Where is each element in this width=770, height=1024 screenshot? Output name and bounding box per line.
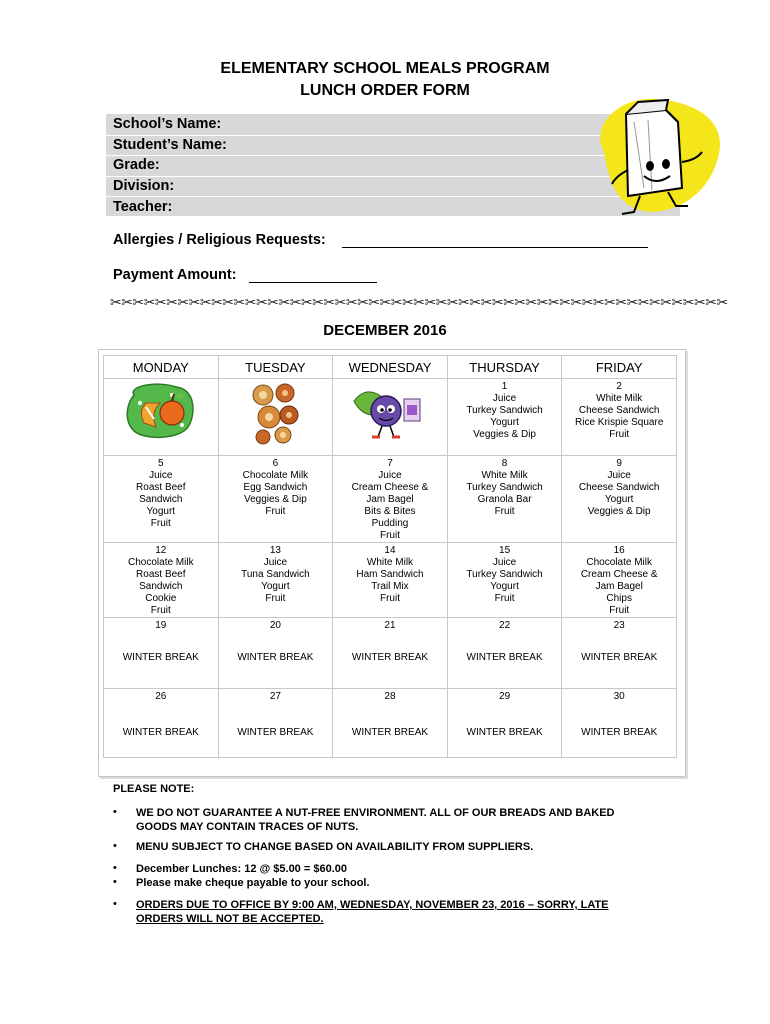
allergies-input-line[interactable] xyxy=(342,247,648,248)
calendar-cell-thursday-1 xyxy=(447,379,562,456)
menu-item: Ham Sandwich xyxy=(356,569,424,580)
calendar-cell xyxy=(562,618,677,689)
notes-heading: PLEASE NOTE: xyxy=(113,783,195,795)
day-number: 5 xyxy=(158,458,164,469)
bullet: • xyxy=(113,876,117,888)
calendar-cell xyxy=(447,689,562,758)
menu-item: Fruit xyxy=(494,593,515,604)
menu-item: White Milk xyxy=(596,393,643,404)
payment-input-line[interactable] xyxy=(249,282,377,283)
menu-item: Fruit xyxy=(494,506,515,517)
menu-item: Cream Cheese & xyxy=(580,569,658,580)
deadline-note xyxy=(136,898,656,926)
deadline-line2: ORDERS WILL NOT BE ACCEPTED. xyxy=(136,913,324,925)
calendar-cell xyxy=(333,689,448,758)
menu-item: Yogurt xyxy=(490,417,519,428)
menu-item: Cheese Sandwich xyxy=(578,482,660,493)
apple-icon xyxy=(124,381,198,441)
menu-item: Veggies & Dip xyxy=(473,429,536,440)
day-number: 2 xyxy=(616,381,622,392)
form-subtitle: LUNCH ORDER FORM xyxy=(300,82,470,99)
calendar-cell-friday-2 xyxy=(562,379,677,456)
menu-item: Sandwich xyxy=(139,494,183,505)
scissors-cut-line: ✂✂✂✂✂✂✂✂✂✂✂✂✂✂✂✂✂✂✂✂✂✂✂✂✂✂✂✂✂✂✂✂✂✂✂✂✂✂✂✂✂✂✂✂✂✂✂✂✂✂✂✂✂✂✂ xyxy=(110,294,728,310)
winter-break-label: WINTER BREAK xyxy=(466,727,543,738)
menu-item: Chocolate Milk xyxy=(128,557,194,568)
menu-item: Jam Bagel xyxy=(595,581,643,592)
menu-item: Sandwich xyxy=(139,581,183,592)
menu-item: Chocolate Milk xyxy=(242,470,309,481)
menu-item: Yogurt xyxy=(146,506,176,517)
menu-item: Tuna Sandwich xyxy=(241,569,310,580)
calendar-cell xyxy=(218,379,333,456)
menu-item: Turkey Sandwich xyxy=(466,482,543,493)
calendar-cell xyxy=(218,543,333,618)
calendar-cell xyxy=(104,456,219,543)
menu-item: Cheese Sandwich xyxy=(578,405,660,416)
day-number: 9 xyxy=(616,458,622,469)
menu-item: Juice xyxy=(492,557,517,568)
menu-item: Juice xyxy=(492,393,517,404)
menu-item: Roast Beef xyxy=(136,482,186,493)
day-number: 23 xyxy=(613,620,625,631)
teacher-field[interactable]: Teacher: xyxy=(113,199,173,215)
menu-item: Yogurt xyxy=(490,581,519,592)
menu-change-note: MENU SUBJECT TO CHANGE BASED ON AVAILABILITY FROM SUPPLIERS. xyxy=(136,841,534,853)
division-field[interactable]: Division: xyxy=(113,178,175,194)
menu-item: Fruit xyxy=(609,429,630,440)
calendar-cell xyxy=(218,618,333,689)
menu-item: Fruit xyxy=(379,593,400,604)
winter-break-label: WINTER BREAK xyxy=(581,727,658,738)
day-header-friday: FRIDAY xyxy=(562,356,677,379)
menu-item: Rice Krispie Square xyxy=(575,417,664,428)
day-number: 22 xyxy=(499,620,511,631)
day-number: 8 xyxy=(501,458,508,469)
allergies-label: Allergies / Religious Requests: xyxy=(113,232,326,248)
menu-item: Pudding xyxy=(371,518,409,529)
bullet: • xyxy=(113,862,117,874)
deadline-line1: ORDERS DUE TO OFFICE BY 9:00 AM, WEDNESDAY, NOVEMBER 23, 2016 – SORRY, LATE xyxy=(136,899,609,911)
winter-break-label: WINTER BREAK xyxy=(237,652,314,663)
menu-item: Chips xyxy=(606,593,632,604)
menu-item: Yogurt xyxy=(604,494,634,505)
day-number: 28 xyxy=(384,691,396,702)
menu-item: White Milk xyxy=(481,470,528,481)
calendar-cell xyxy=(333,379,448,456)
day-number: 16 xyxy=(613,545,625,556)
menu-item: Bits & Bites xyxy=(364,506,416,517)
calendar-cell xyxy=(104,543,219,618)
nut-warning-line1: WE DO NOT GUARANTEE A NUT-FREE ENVIRONMENT. ALL OF OUR BREADS AND BAKED xyxy=(136,807,615,819)
calendar-cell xyxy=(104,618,219,689)
day-number: 19 xyxy=(155,620,167,631)
calendar-cell xyxy=(218,456,333,543)
winter-break-label: WINTER BREAK xyxy=(466,652,543,663)
day-number: 7 xyxy=(387,458,393,469)
calendar-cell xyxy=(447,618,562,689)
payment-label: Payment Amount: xyxy=(113,267,237,283)
menu-item: Fruit xyxy=(150,605,171,616)
menu-item: Juice xyxy=(263,557,288,568)
student-name-field[interactable]: Student’s Name: xyxy=(113,137,227,153)
cheque-note: Please make cheque payable to your school. xyxy=(136,877,370,889)
menu-item: Fruit xyxy=(265,506,286,517)
calendar-cell xyxy=(104,379,219,456)
day-number: 26 xyxy=(155,691,167,702)
menu-item: Granola Bar xyxy=(477,494,532,505)
school-name-field[interactable]: School’s Name: xyxy=(113,116,222,132)
pasta-icon xyxy=(249,381,301,445)
winter-break-label: WINTER BREAK xyxy=(122,727,199,738)
lunch-bag-mascot-icon xyxy=(586,92,736,224)
bullet: • xyxy=(113,806,117,818)
calendar-cell xyxy=(447,543,562,618)
menu-item: Yogurt xyxy=(261,581,290,592)
menu-item: Fruit xyxy=(265,593,286,604)
menu-item: Cream Cheese & xyxy=(351,482,429,493)
calendar-cell xyxy=(333,543,448,618)
menu-item: Chocolate Milk xyxy=(586,557,652,568)
calendar-cell xyxy=(562,456,677,543)
menu-item: Jam Bagel xyxy=(366,494,414,505)
day-header-monday: MONDAY xyxy=(104,356,219,379)
bullet: • xyxy=(113,840,117,852)
menu-item: Roast Beef xyxy=(136,569,186,580)
day-number: 14 xyxy=(384,545,396,556)
nut-warning xyxy=(136,806,656,834)
calendar-month: DECEMBER 2016 xyxy=(323,322,447,339)
calendar-cell xyxy=(447,456,562,543)
day-number: 1 xyxy=(501,381,508,392)
day-number: 30 xyxy=(613,691,625,702)
day-header-thursday: THURSDAY xyxy=(447,356,562,379)
menu-item: Trail Mix xyxy=(371,581,409,592)
calendar-cell xyxy=(562,689,677,758)
lunch-cost-note: December Lunches: 12 @ $5.00 = $60.00 xyxy=(136,863,347,875)
day-number: 6 xyxy=(272,458,279,469)
winter-break-label: WINTER BREAK xyxy=(351,727,429,738)
menu-item: Fruit xyxy=(379,530,400,541)
grape-juice-icon xyxy=(348,381,432,441)
menu-item: Veggies & Dip xyxy=(243,494,307,505)
calendar-cell xyxy=(104,689,219,758)
form-title: ELEMENTARY SCHOOL MEALS PROGRAM xyxy=(220,60,550,77)
winter-break-label: WINTER BREAK xyxy=(351,652,429,663)
menu-item: Juice xyxy=(378,470,402,481)
calendar-cell xyxy=(333,456,448,543)
day-number: 21 xyxy=(384,620,396,631)
day-number: 13 xyxy=(269,545,281,556)
calendar-cell xyxy=(562,543,677,618)
day-number: 12 xyxy=(155,545,167,556)
menu-item: Fruit xyxy=(609,605,630,616)
grade-field[interactable]: Grade: xyxy=(113,157,160,173)
menu-item: Turkey Sandwich xyxy=(466,405,543,416)
day-number: 27 xyxy=(269,691,281,702)
menu-item: Cookie xyxy=(145,593,177,604)
menu-item: Fruit xyxy=(150,518,171,529)
winter-break-label: WINTER BREAK xyxy=(122,652,199,663)
day-header-wednesday: WEDNESDAY xyxy=(333,356,448,379)
winter-break-label: WINTER BREAK xyxy=(237,727,314,738)
menu-item: Egg Sandwich xyxy=(243,482,308,493)
menu-item: Turkey Sandwich xyxy=(466,569,543,580)
menu-item: White Milk xyxy=(366,557,414,568)
calendar-cell xyxy=(218,689,333,758)
day-number: 15 xyxy=(499,545,511,556)
menu-item: Juice xyxy=(607,470,631,481)
menu-item: Veggies & Dip xyxy=(587,506,651,517)
day-header-tuesday: TUESDAY xyxy=(218,356,333,379)
nut-warning-line2: GOODS MAY CONTAIN TRACES OF NUTS. xyxy=(136,821,359,833)
bullet: • xyxy=(113,898,117,910)
day-number: 20 xyxy=(269,620,281,631)
winter-break-label: WINTER BREAK xyxy=(581,652,658,663)
lunch-calendar xyxy=(103,355,677,758)
calendar-cell xyxy=(333,618,448,689)
menu-item: Juice xyxy=(149,470,173,481)
day-number: 29 xyxy=(499,691,511,702)
